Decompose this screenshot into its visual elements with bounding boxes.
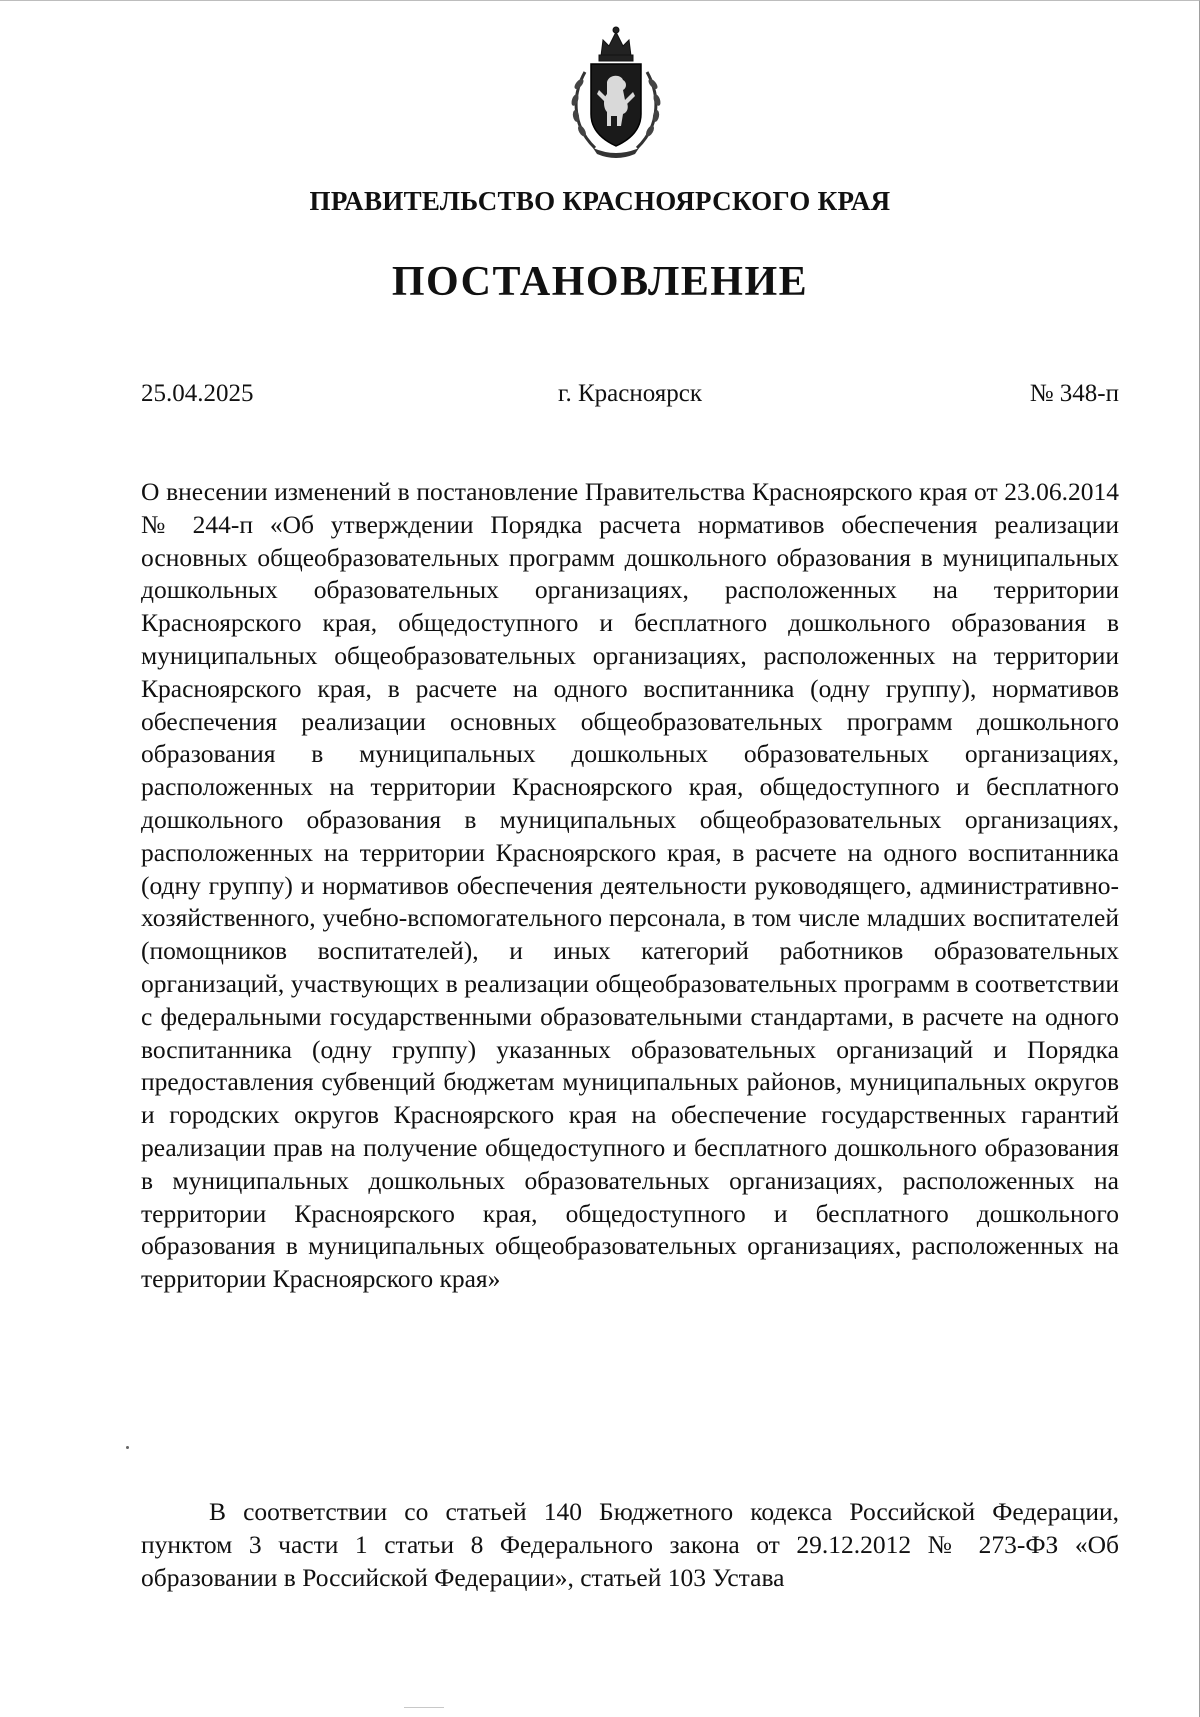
document-city: г. Красноярск xyxy=(558,380,702,407)
body-paragraph: В соответствии со статьей 140 Бюджетного кодекса Российской Федерации, пунктом 3 части 1 статьи 8 Федерального закона от 29.12.2012 № 273-ФЗ «Об образовании в Российской Федерации», статьей 103 Устава xyxy=(141,1497,1119,1592)
document-type-heading: ПОСТАНОВЛЕНИЕ xyxy=(391,259,809,305)
coat-of-arms-icon xyxy=(563,22,669,160)
government-title: ПРАВИТЕЛЬСТВО КРАСНОЯРСКОГО КРАЯ xyxy=(309,186,891,216)
document-subject: О внесении изменений в постановление Правительства Красноярского края от 23.06.2014 № 244-п «Об утверждении Порядка расчета нормативов обеспечения реализации основных общеобразовательных программ дошкольного образования в муниципальных дошкольных образовательных организациях, расположенных на территории Красноярского края, общедоступного и бесплатного дошкольного образования в муниципальных общеобразовательных организациях, расположенных на территории Красноярского края, в расчете на одного воспитанника (одну группу), нормативов обеспечения реализации основных общеобразовательных программ дошкольного образования в муниципальных дошкольных образовательных организациях, расположенных на территории Красноярского края, общедоступного и бесплатного дошкольного образования в муниципальных общеобразовательных организациях, расположенных на территории Красноярского края, в расчете на одного воспитанника (одну группу) и нормативов обеспечения деятельности руководящего, административно-хозяйственного, учебно-вспомогательного персонала, в том числе младших воспитателей (помощников воспитателей), и иных категорий работников образовательных организаций, участвующих в реализации общеобразовательных программ в соответствии с федеральными государственными образовательными стандартами, в расчете на одного воспитанника (одну группу) указанных образовательных организаций и Порядка предоставления субвенций бюджетам муниципальных районов, муниципальных округов и городских округов Красноярского края на обеспечение государственных гарантий реализации прав на получение общедоступного и бесплатного дошкольного образования в муниципальных дошкольных образовательных организациях, расположенных на территории Красноярского края, общедоступного и бесплатного дошкольного образования в муниципальных общеобразовательных организациях, расположенных на территории Красноярского края» xyxy=(141,477,1119,1294)
scan-artifact xyxy=(404,1707,444,1708)
document-date: 25.04.2025 xyxy=(141,380,254,407)
scan-artifact xyxy=(126,1446,129,1449)
document-meta-row xyxy=(141,380,1119,414)
document-number: № 348-п xyxy=(1029,380,1119,407)
